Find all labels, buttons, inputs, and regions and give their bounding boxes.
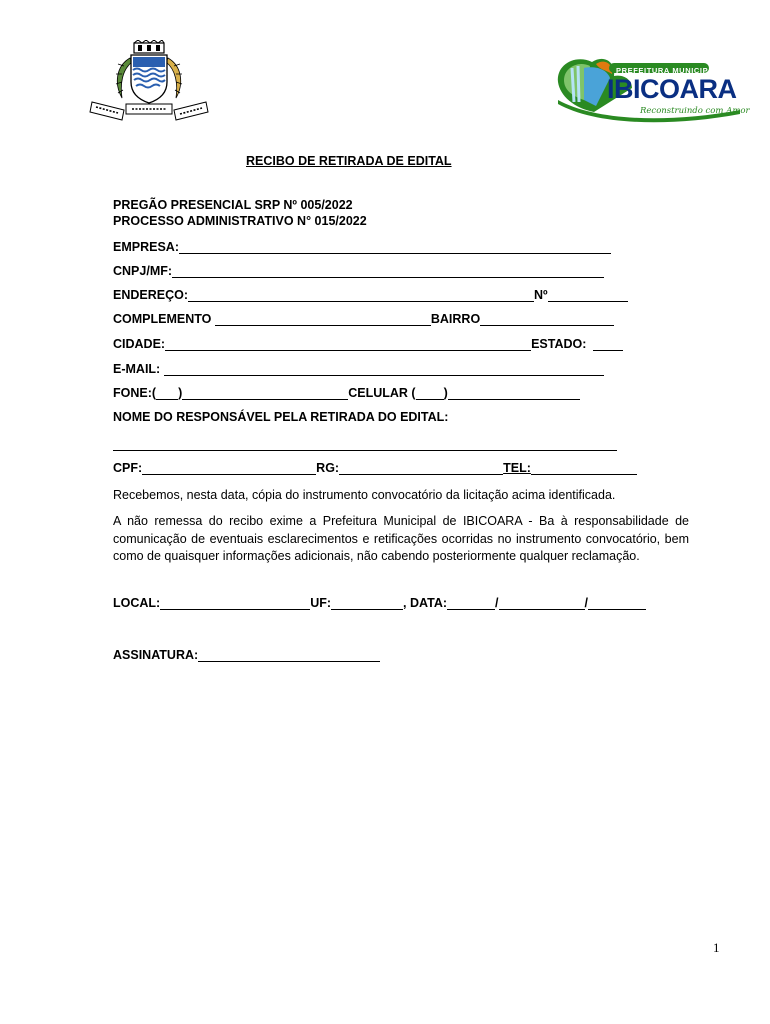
cpf-row	[113, 460, 637, 476]
celular-field[interactable]	[448, 385, 580, 400]
email-row	[113, 361, 604, 377]
local-label: LOCAL:	[113, 596, 161, 610]
responsavel-label: NOME DO RESPONSÁVEL PELA RETIRADA DO EDITAL:	[113, 410, 449, 424]
local-field[interactable]	[160, 595, 310, 610]
data-year-field[interactable]	[588, 595, 646, 610]
email-label: E-MAIL:	[113, 362, 161, 376]
data-label: , DATA:	[403, 596, 448, 610]
bairro-field[interactable]	[480, 311, 614, 326]
cidade-row	[113, 336, 623, 352]
bairro-label: BAIRRO	[430, 312, 481, 326]
responsavel-field[interactable]	[113, 450, 617, 451]
cpf-field[interactable]	[142, 460, 316, 475]
uf-field[interactable]	[331, 595, 403, 610]
local-row	[113, 595, 646, 611]
endereco-row	[113, 287, 628, 303]
assinatura-row	[113, 647, 380, 663]
endereco-field[interactable]	[188, 287, 534, 302]
assinatura-field[interactable]	[198, 647, 380, 662]
uf-label: UF:	[310, 596, 332, 610]
fone-row	[113, 385, 580, 401]
pregao-reference: PREGÃO PRESENCIAL SRP Nº 005/2022	[113, 198, 353, 212]
cnpj-label: CNPJ/MF:	[113, 264, 173, 278]
celular-ddd-field[interactable]	[416, 385, 444, 400]
empresa-label: EMPRESA:	[113, 240, 179, 254]
estado-field[interactable]	[593, 336, 623, 351]
tel-field[interactable]	[531, 460, 637, 475]
processo-reference: PROCESSO ADMINISTRATIVO N° 015/2022	[113, 214, 367, 228]
brand-name: IBICOARA	[607, 74, 737, 104]
complemento-row	[113, 311, 614, 327]
fone-field[interactable]	[182, 385, 348, 400]
complemento-field[interactable]	[215, 311, 431, 326]
celular-paren-close: )	[443, 386, 448, 400]
recebemos-text: Recebemos, nesta data, cópia do instrumento convocatório da licitação acima identificada.	[113, 488, 616, 502]
cidade-field[interactable]	[165, 336, 531, 351]
empresa-field[interactable]	[179, 239, 611, 254]
cpf-label: CPF:	[113, 461, 143, 475]
rg-field[interactable]	[339, 460, 503, 475]
date-slash-2: /	[584, 596, 588, 610]
document-title: RECIBO DE RETIRADA DE EDITAL	[246, 154, 452, 168]
fone-paren-close: )	[178, 386, 183, 400]
date-slash-1: /	[495, 596, 499, 610]
empresa-row	[113, 239, 611, 255]
estado-label: ESTADO:	[531, 337, 587, 351]
aviso-text: A não remessa do recibo exime a Prefeitura Municipal de IBICOARA - Ba à responsabilidade de comunicação de eventuais esclarecimentos e retificações ocorridas no instrumento convocatório, bem como de quaisquer informações adicionais, não cabendo posteriormente qualquer reclamação.	[113, 514, 689, 564]
complemento-label: COMPLEMENTO	[113, 312, 212, 326]
page-number: 1	[713, 940, 720, 955]
brand-slogan: Reconstruindo com Amor	[640, 106, 750, 116]
email-field[interactable]	[164, 361, 604, 376]
fone-label: FONE:(	[113, 386, 157, 400]
data-day-field[interactable]	[447, 595, 495, 610]
prefeitura-ibicoara-logo	[554, 50, 750, 128]
cnpj-row	[113, 263, 604, 279]
numero-label: Nº	[534, 288, 548, 302]
fone-ddd-field[interactable]	[156, 385, 178, 400]
numero-field[interactable]	[548, 287, 628, 302]
celular-label: CELULAR (	[348, 386, 416, 400]
coat-of-arms-logo	[86, 40, 211, 122]
rg-label: RG:	[316, 461, 340, 475]
data-month-field[interactable]	[499, 595, 585, 610]
assinatura-label: ASSINATURA:	[113, 648, 199, 662]
endereco-label: ENDEREÇO:	[113, 288, 189, 302]
brand-subtitle: PREFEITURA MUNICIPAL	[616, 66, 719, 75]
cidade-label: CIDADE:	[113, 337, 166, 351]
tel-label: TEL:	[503, 461, 531, 475]
cnpj-field[interactable]	[172, 263, 604, 278]
